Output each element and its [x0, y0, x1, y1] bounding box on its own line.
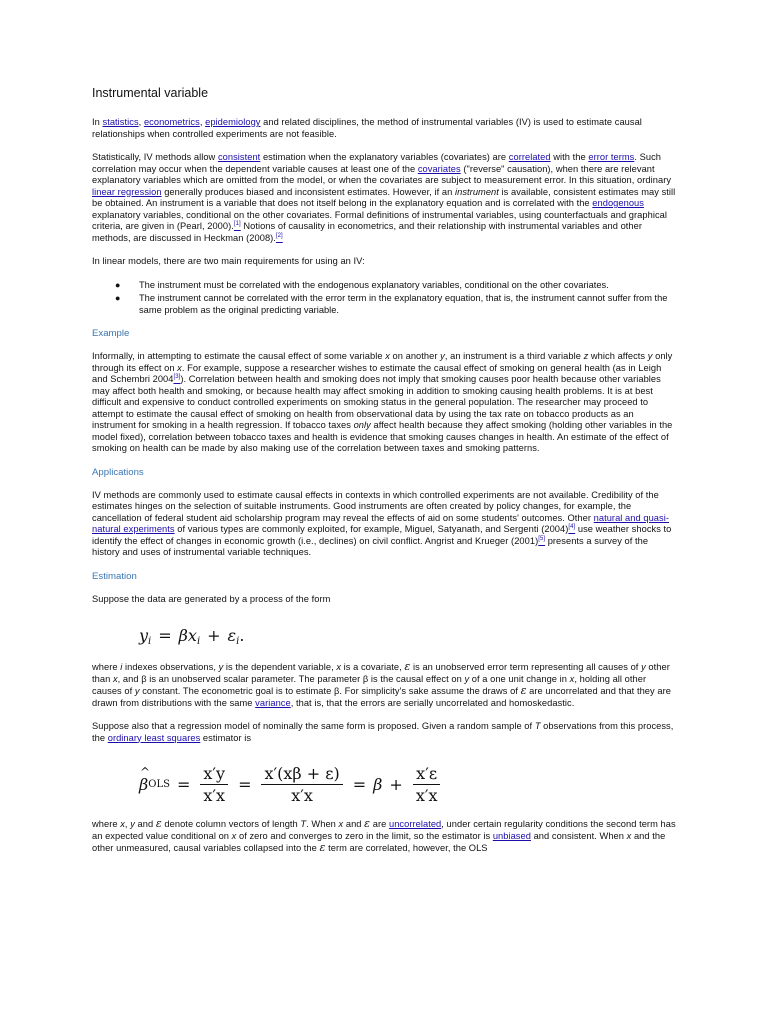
section-heading-applications: Applications [92, 466, 144, 478]
section-heading-example: Example [92, 328, 130, 339]
citation-5[interactable]: [5] [538, 535, 546, 542]
applications-paragraph: IV methods are commonly used to estimate causal effects in contexts in which controlled experiments are not available. Credibility of the estimates hinges on the selection of suitable instruments. Good instruments are often created by policy changes, for example, the cancellation of federal student aid scholarship program may reveal the effects of aid on some students' outcomes. Other natural and quasi-natural experiments of various types are commonly exploited, for example, Miguel, Satyanath, and Sergenti (2004)[4] use weather shocks to identify the effect of changes in economic growth (i.e., declines) on civil conflict. Angrist and Krueger (2001)[5] presents a survey of the history and uses of instrumental variable techniques. [92, 489, 672, 557]
list-item: ● The instrument cannot be correlated with the error term in the explanatory equation, that is, the instrument cannot suffer from the same problem as the original predicting variable. [115, 293, 668, 315]
link-variance[interactable]: variance [255, 697, 291, 708]
bullet-icon: ● [115, 279, 121, 290]
estimation-intro: Suppose the data are generated by a process of the form [92, 593, 331, 604]
citation-1[interactable]: [1] [233, 220, 241, 227]
link-error-terms[interactable]: error terms [588, 152, 635, 162]
estimation-consistency: where x, y and ε denote column vectors of length T. When x and ε are uncorrelated, under certain regularity conditions the second term has an expected value conditional on x of zero and converges to zero in the limit, so the estimator is unbiased and consistent. When x and the other unmeasured, causal variables collapsed into the ε term are correlated, however, the OLS [92, 817, 676, 854]
link-ordinary-least-squares[interactable]: ordinary least squares [107, 732, 201, 743]
link-endogenous[interactable]: endogenous [592, 198, 644, 208]
link-unbiased[interactable]: unbiased [492, 830, 531, 841]
equation-model: $y_i = \beta x_i + \varepsilon_i$. [139, 626, 245, 647]
link-linear-regression[interactable]: linear regression [92, 186, 162, 197]
link-covariates[interactable]: covariates [417, 163, 461, 174]
section-heading-estimation: Estimation [92, 570, 137, 582]
citation-4[interactable]: [4] [568, 523, 576, 530]
link-econometrics[interactable]: econometrics [143, 117, 200, 127]
article [92, 86, 676, 867]
link-epidemiology[interactable]: epidemiology [205, 117, 261, 127]
citation-3[interactable]: [3] [173, 373, 181, 380]
example-paragraph: Informally, in attempting to estimate the causal effect of some variable x on another y, an instrument is a third variable z which affects y only through its effect on x. For example, suppose a researcher wishes to estimate the causal effect of smoking on general health (as in Leigh and Schembri 2004[3]). Correlation between health and smoking does not imply that smoking causes poor health because other variables may affect both health and smoking, or because health may affect smoking in addition to smoking causing health problems. It is at best difficult and expensive to conduct controlled experiments on smoking status in the general population. The researcher may proceed to attempt to estimate the causal effect of smoking on health from observational data by using the tax rate on tobacco products as an instrument for smoking in a health regression. If tobacco taxes only affect health because they affect smoking (holding other variables in the model fixed), correlation between tobacco taxes and health is evidence that smoking causes changes in health. An estimate of the effect of smoking on health can be made by also making use of the correlation between taxes and smoking patterns. [92, 351, 673, 453]
page-title: Instrumental variable [92, 86, 209, 100]
equation-ols: ^ β OLS = $\frac{x'y}{x'x}$ = $\frac{x'(x\beta + \varepsilon)}{x'x}$ = β + $\frac{x'\varepsilon}{x'x}$ [92, 756, 676, 812]
link-uncorrelated[interactable]: uncorrelated [388, 819, 442, 829]
link-correlated[interactable]: correlated [508, 152, 551, 162]
intro-paragraph: In statistics, econometrics, epidemiology and related disciplines, the method of instrumental variables (IV) is used to estimate causal relationships when controlled experiments are not feasible. [92, 117, 642, 139]
citation-2[interactable]: [2] [275, 232, 283, 239]
link-natural-experiments[interactable]: natural and quasi-natural experiments [92, 512, 669, 534]
paragraph-statistically: Statistically, IV methods allow consistent estimation when the explanatory variables (covariates) are correlated with the error terms. Such correlation may occur when the dependent variable causes at least one of the covariates ("reverse" causation), when there are relevant explanatory variables which are omitted from the model, or when the covariates are subject to measurement error. In this situation, ordinary linear regression generally produces biased and inconsistent estimates. However, if an instrument is available, consistent estimates may still be obtained. An instrument is a variable that does not itself belong in the explanatory equation and is correlated with the endogenous explanatory variables, conditional on the other covariates. Formal definitions of instrumental variables, using counterfactuals and graphical criteria, are given in (Pearl, 2000).[1] Notions of causality in econometrics, and their relationship with instrumental variables and other methods, are discussed in Heckman (2008).[2] [92, 152, 676, 243]
bullet-icon: ● [115, 293, 121, 303]
link-statistics[interactable]: statistics [102, 117, 139, 127]
link-consistent[interactable]: consistent [217, 152, 261, 162]
list-item: ● The instrument must be correlated with the endogenous explanatory variables, conditional on the other covariates. [115, 279, 609, 290]
requirements-intro: In linear models, there are two main requirements for using an IV: [92, 256, 365, 266]
estimation-definitions: where i indexes observations, y is the dependent variable, x is a covariate, ε is an unobserved error term representing all causes of y other than x, and β is an unobserved scalar parameter. The parameter β is the causal effect on y of a one unit change in x, holding all other causes of y constant. The econometric goal is to estimate β. For simplicity's sake assume the draws of ε are uncorrelated and that they are drawn from distributions with the same variance, that is, that the errors are serially uncorrelated and homoskedastic. [92, 660, 671, 708]
requirements-list [92, 280, 676, 317]
estimation-ols-intro: Suppose also that a regression model of nominally the same form is proposed. Given a random sample of T observations from this process, the ordinary least squares estimator is [92, 721, 674, 743]
